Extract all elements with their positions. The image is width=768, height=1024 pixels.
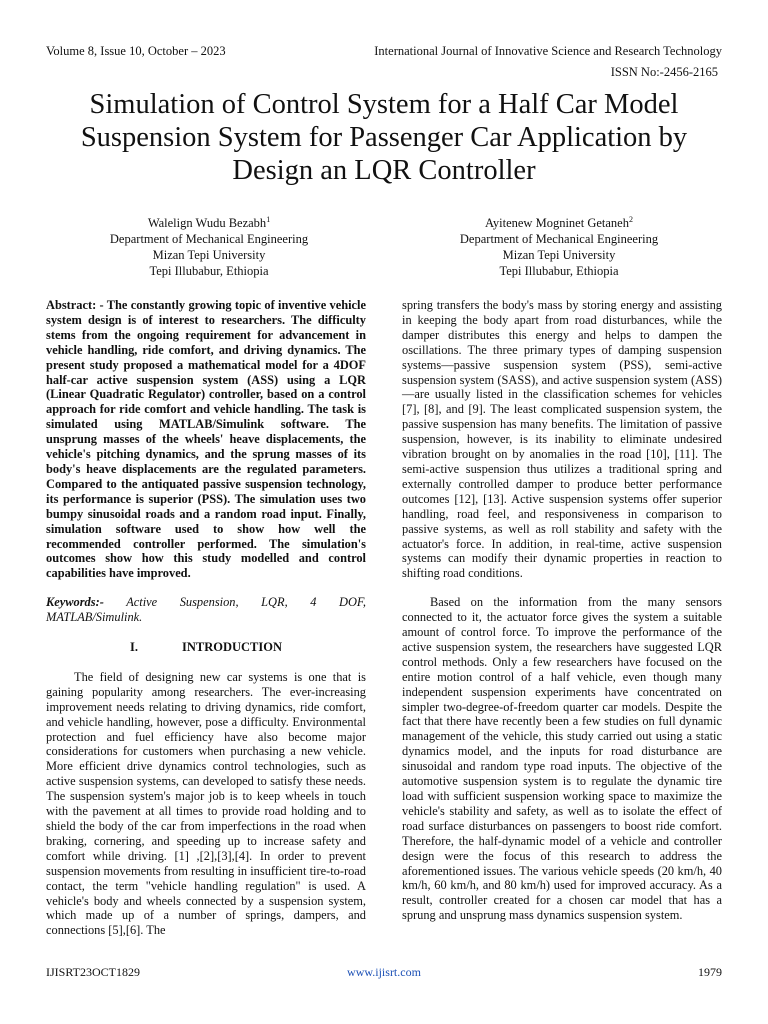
footer-website-link[interactable]: www.ijisrt.com xyxy=(347,965,421,979)
body-paragraph: Based on the information from the many sensors connected to it, the actuator force gives the system a suitable amount of control force. To improve the performance of the active suspension system, the researchers have suggested LQR control methods. Only a few researchers have focused on the entire motion control of a half vehicle, even though many independent suspension experiments have concentrated on simpler two-degree-of-freedom quarter car models. Despite the fact that there have recently been a few studies on full dynamic management of the vehicle, this study carried out using a static dynamics model, and the inputs for road disturbance are sinusoidal and random type road inputs. The objective of the automotive suspension system is to regulate the dynamic tire load with sufficient suspension working space to maximize the vehicle's stability and safety, as well as to isolate the effect of road surface disturbances on passengers to boost ride comfort. Therefore, the half-dynamic model of a vehicle and controller design were the focus of this research to address the aforementioned issues. The various vehicle speeds (20 km/h, 40 km/h, 60 km/h, and 80 km/h) used for improved accuracy. As a result, controller created for a chosen car model that has a sprung and unsprung mass dynamics suspension system. xyxy=(402,595,722,923)
author-location: Tepi Illubabur, Ethiopia xyxy=(499,264,619,279)
abstract: Abstract: - The constantly growing topic of inventive vehicle system design is of interest to researchers. The difficulty stems from the ongoing requirement for advancement in vehicle handling, ride comfort, and driving dynamics. The present study proposed a mathematical model for a 4DOF half-car active suspension system (ASS) using a LQR (Linear Quadratic Regulator) controller, based on a control approach for ride comfort and vehicle handling. The task is simulated using MATLAB/Simulink software. The unsprung masses of the wheels' heave displacements, the vehicle's pitching dynamics, and the sprung masses of its body's heave displacements are the regulated parameters. Compared to the antiquated passive suspension technology, its performance is superior (PSS). The simulation uses two bumpy sinusoidal roads and a random road input. Finally, simulation software used to show how well the recommended controller performed. The simulation's outcomes show how this study modelled and control capabilities have improved. xyxy=(46,298,366,581)
author-block-1 xyxy=(64,212,354,279)
journal-issn: ISSN No:-2456-2165 xyxy=(610,65,718,79)
section-number: I. xyxy=(129,640,138,655)
left-column xyxy=(46,298,366,938)
keywords-label: Keywords:- xyxy=(46,595,104,610)
footer-page-number: 1979 xyxy=(698,965,722,979)
journal-name: International Journal of Innovative Science and Research Technology xyxy=(374,44,722,58)
author-location: Tepi Illubabur, Ethiopia xyxy=(149,264,269,279)
author-university: Mizan Tepi University xyxy=(502,248,616,263)
section-title: INTRODUCTION xyxy=(181,640,282,655)
keywords-text: Active Suspension, LQR, 4 DOF, MATLAB/Simulink. xyxy=(46,595,366,625)
author-name: Walelign Wudu Bezabh$^1$ xyxy=(147,215,271,231)
author-department: Department of Mechanical Engineering xyxy=(459,232,659,247)
section-heading xyxy=(46,640,366,655)
author-block-2 xyxy=(414,212,704,279)
author-name: Ayitenew Mogninet Getaneh$^2$ xyxy=(485,215,633,231)
keywords xyxy=(46,595,366,625)
footer-paper-id: IJISRT23OCT1829 xyxy=(46,965,140,979)
author-university: Mizan Tepi University xyxy=(152,248,266,263)
paper-title: Simulation of Control System for a Half Car Model Suspension System for Passenger Car Application by Design an LQR Controller xyxy=(80,89,688,186)
author-department: Department of Mechanical Engineering xyxy=(109,232,309,247)
body-paragraph: spring transfers the body's mass by storing energy and assisting in keeping the body apart from road disturbances, while the damper distributes this energy and helps to dampen the oscillations. The three primary types of damping suspension systems—passive suspension system (PSS), semi-active suspension system (SASS), and active suspension system (ASS)—are usually listed in the classification schemes for vehicles [7], [8], and [9]. The least complicated suspension system, the passive suspension has many benefits. The limitation of passive suspension, however, is its inability to eliminate undesired vibration brought on by anomalies in the road [10], [11]. The semi-active suspension thus utilizes a traditional spring and externally controlled damper to produce better performance outcomes [12], [13]. Active suspension systems offer superior handling, road feel, and responsiveness in comparison to passive systems, as well as roll stability and safety with the actuator's force. In addition, in real-time, active suspension systems can modify their dynamic properties in reaction to shifting road conditions. xyxy=(402,298,722,581)
intro-paragraph: The field of designing new car systems is one that is gaining popularity among researchers. The ever-increasing improvement needs relating to driving dynamics, ride comfort, and vehicle handling, however, pose a difficulty. Environmental protection and fuel efficiency have also become major considerations for customers when purchasing a new vehicle. More efficient drive dynamics control technologies, such as active suspension systems, can developed to satisfy these needs. The suspension system's major job is to keep wheels in touch with the pavement at all times to provide road holding and to shield the body of the car from imperfections in the road when braking, cornering, and speeding up to increase safety and comfort while driving. [1] ,[2],[3],[4]. In order to prevent suspension movements from resulting in insufficient tire-to-road contact, the term "vehicle handling regulation" is used. A vehicle's body and wheels connected by a suspension system, which made up of a number of springs, dampers, and connections [5],[6]. The xyxy=(46,669,366,938)
journal-volume: Volume 8, Issue 10, October – 2023 xyxy=(46,44,226,58)
right-column xyxy=(402,298,722,923)
